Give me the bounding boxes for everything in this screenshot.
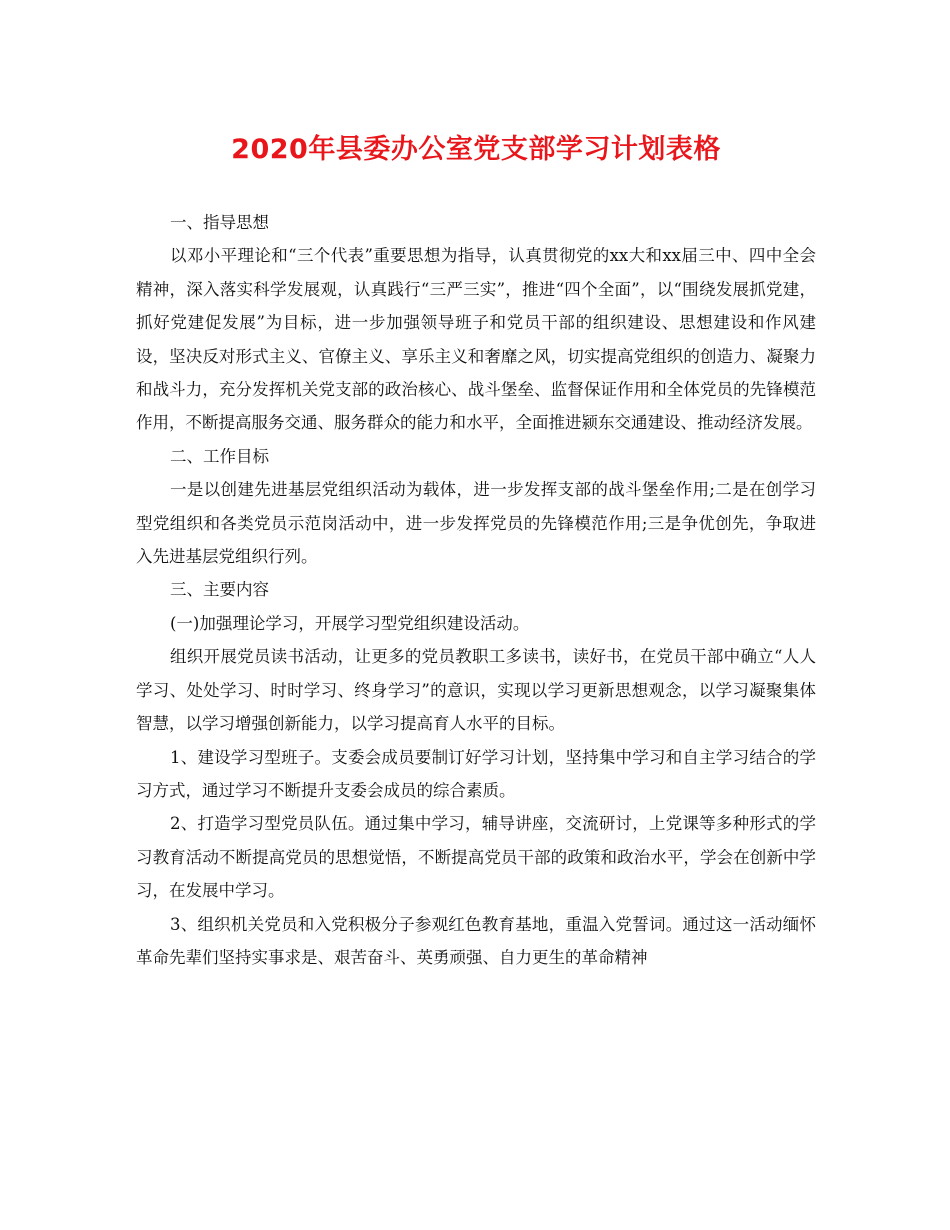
- section-heading-work-goals: 二、工作目标: [170, 446, 269, 466]
- document-page: [136, 128, 816, 974]
- subheading-theory-study: (一)加强理论学习，开展学习型党组织建设活动。: [170, 613, 530, 633]
- paragraph-reading-activity: 组织开展党员读书活动，让更多的党员教职工多读书，读好书，在党员干部中确立“人人学习、处处学习、时时学习、终身学习”的意识，实现以学习更新思想观念，以学习凝聚集体智慧，以学习增强创新能力，以学习提高育人水平的目标。: [136, 647, 816, 734]
- paragraph-guiding-thought: 以邓小平理论和“三个代表”重要思想为指导，认真贯彻党的xx大和xx届三中、四中全会精神，深入落实科学发展观，认真践行“三严三实”，推进“四个全面”，以“围绕发展抓党建，抓好党建促发展”为目标，进一步加强领导班子和党员干部的组织建设、思想建设和作风建设，坚决反对形式主义、官僚主义、享乐主义和奢靡之风，切实提高党组织的创造力、凝聚力和战斗力，充分发挥机关党支部的政治核心、战斗堡垒、监督保证作用和全体党员的先锋模范作用，不断提高服务交通、服务群众的能力和水平，全面推进颍东交通建设、推动经济发展。: [136, 246, 816, 433]
- section-heading-guiding-thought: 一、指导思想: [170, 213, 269, 232]
- paragraph-item-3: 3、组织机关党员和入党积极分子参观红色教育基地，重温入党誓词。通过这一活动缅怀革命先辈们坚持实事求是、艰苦奋斗、英勇顽强、自力更生的革命精神: [136, 914, 816, 967]
- paragraph-item-1: 1、建设学习型班子。支委会成员要制订好学习计划，坚持集中学习和自主学习结合的学习方式，通过学习不断提升支委会成员的综合素质。: [136, 747, 816, 800]
- paragraph-work-goals: 一是以创建先进基层党组织活动为载体，进一步发挥支部的战斗堡垒作用;二是在创学习型党组织和各类党员示范岗活动中，进一步发挥党员的先锋模范作用;三是争优创先，争取进入先进基层党组织行列。: [136, 480, 816, 567]
- document-title: 2020年县委办公室党支部学习计划表格: [231, 134, 721, 165]
- section-heading-main-content: 三、主要内容: [170, 580, 269, 600]
- paragraph-item-2: 2、打造学习型党员队伍。通过集中学习，辅导讲座，交流研讨，上党课等多种形式的学习教育活动不断提高党员的思想觉悟，不断提高党员干部的政策和政治水平，学会在创新中学习，在发展中学习。: [136, 814, 816, 901]
